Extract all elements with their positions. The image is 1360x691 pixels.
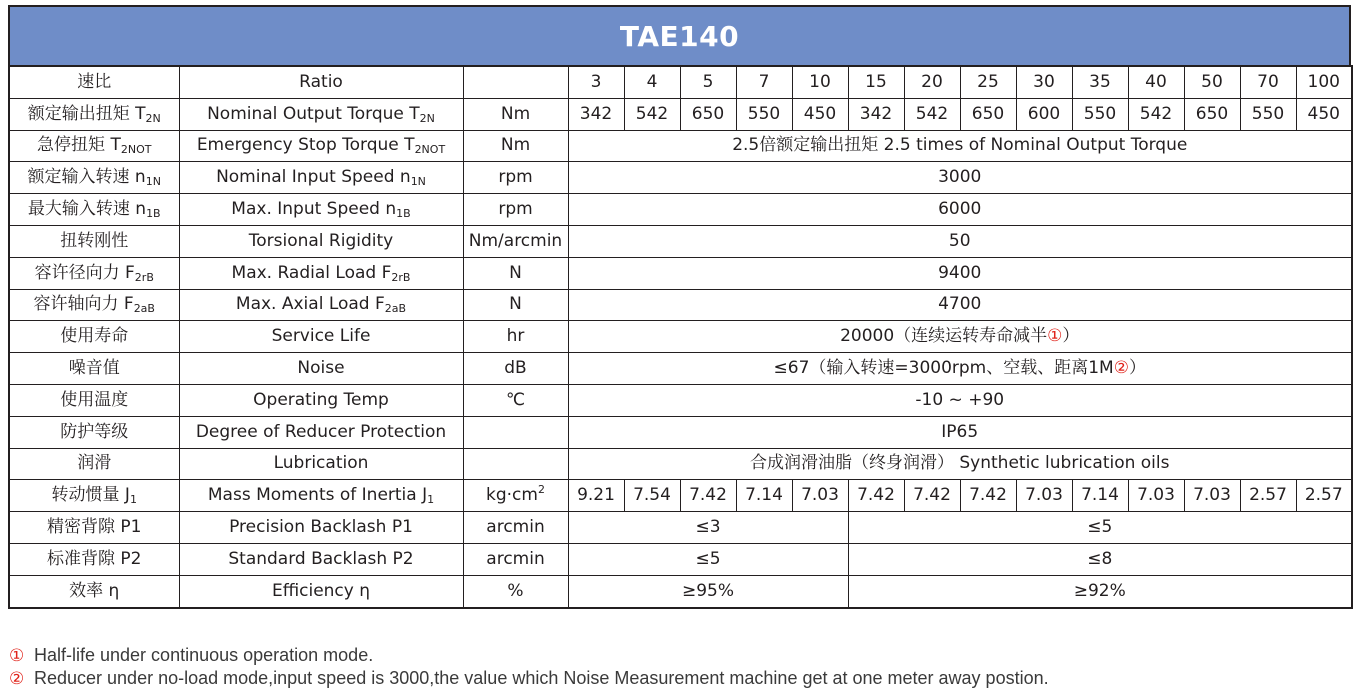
value-text: 542 (635, 103, 669, 124)
label-zh-subscript: 1B (146, 207, 161, 221)
ratio-value: 3 (590, 71, 602, 92)
spec-table (8, 65, 1353, 609)
label-en-text: Mass Moments of Inertia J (207, 485, 428, 506)
label-en (179, 384, 463, 416)
value-text: ≤67（输入转速=3000rpm、空载、距离1M (773, 358, 1114, 379)
unit-text: Nm (500, 135, 531, 156)
unit-cell (463, 194, 568, 226)
value-text: 7.03 (801, 485, 839, 506)
ratio-cell (1184, 66, 1240, 98)
label-en (179, 98, 463, 130)
ratio-cell (904, 66, 960, 98)
label-zh (9, 416, 179, 448)
value-text: 450 (1307, 103, 1340, 124)
label-en-subscript: 1N (410, 175, 426, 189)
value-cell (1128, 480, 1184, 512)
value-text: 450 (803, 103, 837, 124)
value-span-cell (568, 416, 1352, 448)
value-group-low-ratio (568, 543, 848, 575)
unit-cell (463, 543, 568, 575)
label-zh-text: 额定输入转速 n (27, 167, 146, 188)
value-text: 7.42 (857, 485, 895, 506)
label-en-text: Lubrication (273, 453, 369, 474)
unit-cell (463, 575, 568, 607)
label-en (179, 162, 463, 194)
label-en (179, 130, 463, 162)
label-en-text: Nominal Input Speed n (216, 167, 411, 188)
ratio-cell (680, 66, 736, 98)
value-group-high-ratio (848, 512, 1352, 544)
value-text: 7.42 (969, 485, 1007, 506)
value-cell (1184, 98, 1240, 130)
value-cell (1240, 98, 1296, 130)
label-zh (9, 162, 179, 194)
label-en (179, 448, 463, 480)
label-zh-text: 容许轴向力 F (33, 294, 134, 315)
value-cell (1016, 480, 1072, 512)
label-en-subscript: 2NOT (414, 143, 446, 157)
label-en-subscript: 2aB (384, 302, 407, 316)
label-zh (9, 194, 179, 226)
value-text: 2.57 (1304, 485, 1343, 506)
value-cell (960, 480, 1016, 512)
label-zh-subscript: 1N (145, 175, 161, 189)
value-cell (1128, 98, 1184, 130)
unit-cell (463, 384, 568, 416)
value-cell (680, 98, 736, 130)
label-zh (9, 98, 179, 130)
label-en-text: Service Life (271, 326, 371, 347)
label-en (179, 416, 463, 448)
label-en-text: Max. Input Speed n (231, 199, 397, 220)
label-zh-text: 效率 η (69, 580, 120, 601)
value-cell (792, 98, 848, 130)
footnote-text-1: Half-life under continuous operation mode. (34, 645, 374, 665)
label-en (179, 353, 463, 385)
label-zh-text: 额定输出扭矩 T (27, 103, 146, 124)
unit-cell (463, 225, 568, 257)
label-zh-text: 使用温度 (60, 389, 129, 410)
ratio-value: 25 (977, 71, 999, 92)
ratio-value: 50 (1201, 71, 1223, 92)
value-span-cell (568, 321, 1352, 353)
footnote-ref-mark: ② (1113, 358, 1129, 379)
unit-text: arcmin (486, 517, 545, 538)
unit-cell (463, 162, 568, 194)
value-span-cell (568, 289, 1352, 321)
row-inertia (9, 480, 1352, 512)
label-zh-subscript: 2NOT (120, 143, 152, 157)
unit-cell (463, 448, 568, 480)
label-en (179, 289, 463, 321)
label-en-subscript: 2rB (391, 270, 411, 284)
unit-cell (463, 416, 568, 448)
value-cell (904, 98, 960, 130)
value-span-cell (568, 225, 1352, 257)
value-cell (792, 480, 848, 512)
value-cell (736, 480, 792, 512)
label-en (179, 66, 463, 98)
label-en-text: Degree of Reducer Protection (195, 421, 447, 442)
value-text: 合成润滑油脂（终身润滑） Synthetic lubrication oils (749, 453, 1170, 474)
unit-text: kg·cm (486, 485, 538, 506)
unit-cell (463, 289, 568, 321)
label-zh-subscript: 2rB (134, 270, 154, 284)
value-text: 2.5倍额定输出扭矩 2.5 times of Nominal Output Torque (732, 135, 1188, 156)
unit-text: % (507, 580, 524, 601)
label-zh-text: 急停扭矩 T (37, 135, 121, 156)
value-text: 342 (579, 103, 613, 124)
value-text: 650 (971, 103, 1005, 124)
row-ratio (9, 66, 1352, 98)
value-text: 3000 (938, 167, 982, 188)
value-group-low-ratio (568, 512, 848, 544)
value-text: 7.42 (689, 485, 727, 506)
footnote-1 (9, 644, 1049, 667)
unit-text: ℃ (505, 389, 526, 410)
value-group-high-ratio (848, 575, 1352, 607)
label-en-text: Operating Temp (253, 389, 389, 410)
label-zh (9, 130, 179, 162)
value-text: ≤8 (1087, 548, 1113, 569)
row-service-life (9, 321, 1352, 353)
unit-text: N (509, 294, 522, 315)
unit-text: Nm (500, 103, 531, 124)
value-text: 7.54 (633, 485, 671, 506)
value-text: ≥92% (1073, 580, 1126, 601)
ratio-value: 7 (758, 71, 770, 92)
label-zh-subscript: 2aB (133, 302, 155, 316)
value-cell (1296, 98, 1352, 130)
label-zh (9, 66, 179, 98)
label-en-text: Emergency Stop Torque T (196, 135, 415, 156)
label-en-subscript: 1B (396, 207, 411, 221)
value-text: 342 (859, 103, 893, 124)
value-text: 600 (1027, 103, 1061, 124)
label-zh (9, 384, 179, 416)
value-text: 50 (948, 230, 971, 251)
label-en-text: Noise (297, 358, 345, 379)
unit-cell (463, 66, 568, 98)
value-text: 7.42 (913, 485, 951, 506)
spec-sheet (8, 5, 1351, 609)
value-span-cell (568, 448, 1352, 480)
ratio-cell (1016, 66, 1072, 98)
label-zh-subscript: 1 (129, 493, 137, 507)
value-cell (1296, 480, 1352, 512)
value-text: 7.14 (745, 485, 783, 506)
label-zh (9, 543, 179, 575)
row-nominal-speed (9, 162, 1352, 194)
row-torsional (9, 225, 1352, 257)
value-text: 2.57 (1249, 485, 1287, 506)
value-cell (848, 480, 904, 512)
label-zh (9, 257, 179, 289)
label-en (179, 575, 463, 607)
value-text: 7.03 (1137, 485, 1175, 506)
value-text: 7.14 (1081, 485, 1119, 506)
value-cell (736, 98, 792, 130)
ratio-value: 15 (865, 71, 887, 92)
row-nominal-torque (9, 98, 1352, 130)
value-cell (1184, 480, 1240, 512)
unit-cell (463, 512, 568, 544)
unit-text: Nm/arcmin (468, 230, 563, 251)
label-zh-text: 噪音值 (68, 358, 120, 379)
ratio-cell (792, 66, 848, 98)
value-cell (624, 98, 680, 130)
label-zh (9, 448, 179, 480)
unit-superscript: 2 (537, 483, 545, 497)
label-en (179, 480, 463, 512)
ratio-value: 5 (702, 71, 714, 92)
label-zh-text: 容许径向力 F (34, 262, 135, 283)
unit-cell (463, 321, 568, 353)
value-cell (624, 480, 680, 512)
ratio-value: 20 (921, 71, 943, 92)
value-text: 542 (915, 103, 949, 124)
unit-cell (463, 130, 568, 162)
label-zh (9, 480, 179, 512)
label-en-subscript: 2N (419, 111, 435, 125)
ratio-value: 100 (1307, 71, 1340, 92)
label-en (179, 225, 463, 257)
ratio-value: 10 (809, 71, 831, 92)
ratio-cell (960, 66, 1016, 98)
value-group-high-ratio (848, 543, 1352, 575)
value-text: 550 (1251, 103, 1285, 124)
label-en (179, 257, 463, 289)
value-cell (960, 98, 1016, 130)
ratio-cell (624, 66, 680, 98)
unit-text: hr (506, 326, 525, 347)
title-bar (8, 5, 1351, 65)
value-text: 550 (1083, 103, 1117, 124)
label-zh-text: 防护等级 (60, 421, 129, 442)
label-en-text: Ratio (299, 71, 343, 92)
row-emergency-torque (9, 130, 1352, 162)
unit-text: rpm (498, 167, 533, 188)
model-title: TAE140 (619, 19, 740, 53)
label-en-subscript: 1 (427, 493, 435, 507)
label-zh-text: 扭转刚性 (60, 230, 129, 251)
value-cell (904, 480, 960, 512)
unit-cell (463, 353, 568, 385)
label-en (179, 321, 463, 353)
row-backlash-p1 (9, 512, 1352, 544)
label-zh (9, 512, 179, 544)
row-lubrication (9, 448, 1352, 480)
unit-text: rpm (498, 199, 533, 220)
ratio-value: 70 (1257, 71, 1279, 92)
value-cell (1072, 480, 1128, 512)
value-span-cell (568, 353, 1352, 385)
value-text: 6000 (938, 199, 982, 220)
row-axial (9, 289, 1352, 321)
value-text: 550 (747, 103, 781, 124)
label-en (179, 543, 463, 575)
ratio-cell (848, 66, 904, 98)
label-en-text: Nominal Output Torque T (207, 103, 420, 124)
label-zh-text: 速比 (77, 71, 112, 92)
label-zh-text: 标准背隙 P2 (47, 548, 142, 569)
row-protection (9, 416, 1352, 448)
value-cell (848, 98, 904, 130)
unit-text: N (509, 262, 522, 283)
footnote-2 (9, 667, 1049, 690)
unit-cell (463, 257, 568, 289)
label-en (179, 512, 463, 544)
ratio-value: 35 (1089, 71, 1111, 92)
value-text: 7.03 (1193, 485, 1231, 506)
ratio-value: 4 (646, 71, 658, 92)
label-en-text: Torsional Rigidity (248, 230, 394, 251)
unit-text: dB (504, 358, 527, 379)
value-text: 650 (1195, 103, 1229, 124)
value-text: 4700 (938, 294, 982, 315)
row-radial (9, 257, 1352, 289)
value-span-cell (568, 130, 1352, 162)
value-text: -10 ~ +90 (915, 389, 1005, 410)
row-temp (9, 384, 1352, 416)
value-text: ≤5 (1087, 517, 1113, 538)
label-en-text: Precision Backlash P1 (229, 517, 413, 538)
ratio-cell (568, 66, 624, 98)
ratio-cell (1296, 66, 1352, 98)
value-cell (568, 98, 624, 130)
label-zh-text: 转动惯量 J (51, 485, 130, 506)
ratio-cell (1072, 66, 1128, 98)
label-zh (9, 353, 179, 385)
value-cell (680, 480, 736, 512)
row-max-speed (9, 194, 1352, 226)
value-cell (1016, 98, 1072, 130)
value-text-end: ） (1128, 358, 1146, 379)
value-text: 7.03 (1025, 485, 1063, 506)
value-group-low-ratio (568, 575, 848, 607)
footnotes (9, 644, 1049, 690)
unit-cell (463, 98, 568, 130)
value-cell (1072, 98, 1128, 130)
label-en-text: Max. Radial Load F (231, 262, 392, 283)
label-zh-text: 最大输入转速 n (27, 199, 147, 220)
value-text: 650 (691, 103, 725, 124)
label-zh-subscript: 2N (145, 111, 161, 125)
value-text: 20000（连续运转寿命减半 (840, 326, 1048, 347)
label-zh (9, 289, 179, 321)
footnote-mark-1: ① (9, 646, 25, 665)
label-en (179, 194, 463, 226)
footnote-text-2: Reducer under no-load mode,input speed is 3000,the value which Noise Measurement machine get at one meter away postion. (34, 668, 1049, 688)
label-en-text: Efficiency η (271, 580, 371, 601)
value-text-end: ） (1062, 326, 1080, 347)
ratio-cell (1240, 66, 1296, 98)
footnote-mark-2: ② (9, 669, 25, 688)
value-cell (568, 480, 624, 512)
row-efficiency (9, 575, 1352, 607)
value-text: IP65 (941, 421, 979, 442)
value-span-cell (568, 384, 1352, 416)
ratio-cell (1128, 66, 1184, 98)
label-en-text: Standard Backlash P2 (228, 548, 414, 569)
label-zh-text: 润滑 (77, 453, 112, 474)
value-span-cell (568, 194, 1352, 226)
label-zh (9, 321, 179, 353)
value-text: 542 (1139, 103, 1173, 124)
value-cell (1240, 480, 1296, 512)
label-zh (9, 575, 179, 607)
value-text: 9.21 (577, 485, 615, 506)
value-text: ≤5 (695, 548, 721, 569)
label-en-text: Max. Axial Load F (235, 294, 385, 315)
label-zh (9, 225, 179, 257)
value-text: 9400 (938, 262, 982, 283)
unit-cell (463, 480, 568, 512)
unit-text: arcmin (486, 548, 545, 569)
label-zh-text: 使用寿命 (60, 326, 129, 347)
value-text: ≤3 (695, 517, 721, 538)
ratio-value: 30 (1033, 71, 1055, 92)
value-text: ≥95% (681, 580, 735, 601)
label-zh-text: 精密背隙 P1 (47, 517, 142, 538)
value-span-cell (568, 257, 1352, 289)
row-backlash-p2 (9, 543, 1352, 575)
ratio-cell (736, 66, 792, 98)
row-noise (9, 353, 1352, 385)
value-span-cell (568, 162, 1352, 194)
ratio-value: 40 (1145, 71, 1167, 92)
footnote-ref-mark: ① (1047, 326, 1063, 347)
